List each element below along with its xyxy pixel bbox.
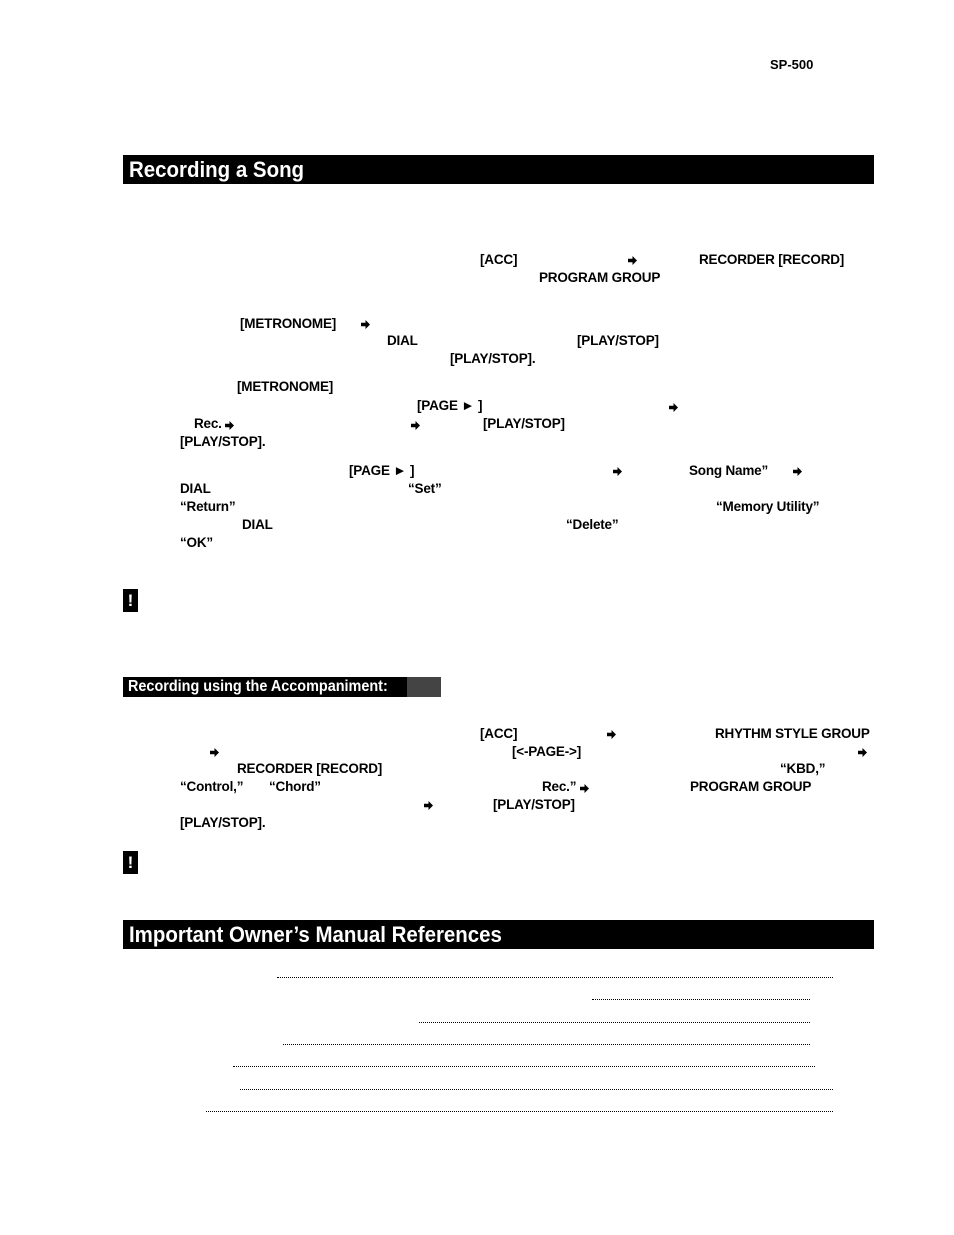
recorder-record-label: RECORDER [RECORD] <box>699 252 845 267</box>
exclamation-icon: ! <box>123 851 138 874</box>
control-label: “Control,” <box>180 779 244 794</box>
arrow-right-icon <box>225 421 234 430</box>
section-title: Recording a Song <box>129 157 305 182</box>
set-label: “Set” <box>408 481 442 496</box>
arrow-right-icon <box>858 748 867 757</box>
song-name-label: Song Name” <box>689 463 769 478</box>
arrow-right-icon <box>669 403 678 412</box>
ok-label: “OK” <box>180 535 213 550</box>
reference-leader <box>283 1043 810 1045</box>
play-stop-label: [PLAY/STOP] <box>483 416 565 431</box>
reference-leader <box>277 976 833 978</box>
section-title: Important Owner’s Manual References <box>129 922 502 947</box>
kbd-label: “KBD,” <box>780 761 826 776</box>
chord-label: “Chord” <box>269 779 321 794</box>
arrow-right-icon <box>613 467 622 476</box>
subsection-title: Recording using the Accompaniment: <box>128 678 388 695</box>
reference-leader <box>419 1021 810 1023</box>
rec-label: Rec.” <box>542 779 577 794</box>
metronome-label: [METRONOME] <box>237 379 334 394</box>
play-stop-label: [PLAY/STOP]. <box>180 434 266 449</box>
arrow-right-icon <box>411 421 420 430</box>
metronome-label: [METRONOME] <box>240 316 337 331</box>
exclamation-icon: ! <box>123 589 138 612</box>
reference-leader <box>233 1065 815 1067</box>
dial-label: DIAL <box>387 333 418 348</box>
recorder-record-label: RECORDER [RECORD] <box>237 761 383 776</box>
arrow-right-icon <box>793 467 802 476</box>
memory-utility-label: “Memory Utility” <box>716 499 820 514</box>
play-stop-label: [PLAY/STOP]. <box>180 815 266 830</box>
dial-label: DIAL <box>180 481 211 496</box>
section-heading-recording <box>123 155 874 184</box>
model-number: SP-500 <box>770 57 814 72</box>
heading-accent <box>407 677 441 697</box>
arrow-right-icon <box>580 784 589 793</box>
reference-leader <box>206 1110 833 1112</box>
page-button-label: [PAGE ► ] <box>349 463 415 478</box>
arrow-right-icon <box>424 801 433 810</box>
acc-button-label: [ACC] <box>480 726 518 741</box>
rhythm-style-group-label: RHYTHM STYLE GROUP <box>715 726 870 741</box>
program-group-label: PROGRAM GROUP <box>539 270 661 285</box>
page-button-label: [PAGE ► ] <box>417 398 483 413</box>
rec-label: Rec. <box>194 416 222 431</box>
reference-leader <box>592 998 810 1000</box>
return-label: “Return” <box>180 499 236 514</box>
play-stop-label: [PLAY/STOP] <box>493 797 575 812</box>
reference-leader <box>240 1088 833 1090</box>
section-heading-references <box>123 920 874 949</box>
dial-label: DIAL <box>242 517 273 532</box>
page-nav-label: [<-PAGE->] <box>512 744 582 759</box>
acc-button-label: [ACC] <box>480 252 518 267</box>
arrow-right-icon <box>628 256 637 265</box>
play-stop-label: [PLAY/STOP]. <box>450 351 536 366</box>
arrow-right-icon <box>361 320 370 329</box>
arrow-right-icon <box>607 730 616 739</box>
subsection-heading-accompaniment <box>123 677 441 697</box>
program-group-label: PROGRAM GROUP <box>690 779 812 794</box>
arrow-right-icon <box>210 748 219 757</box>
play-stop-label: [PLAY/STOP] <box>577 333 659 348</box>
delete-label: “Delete” <box>566 517 619 532</box>
